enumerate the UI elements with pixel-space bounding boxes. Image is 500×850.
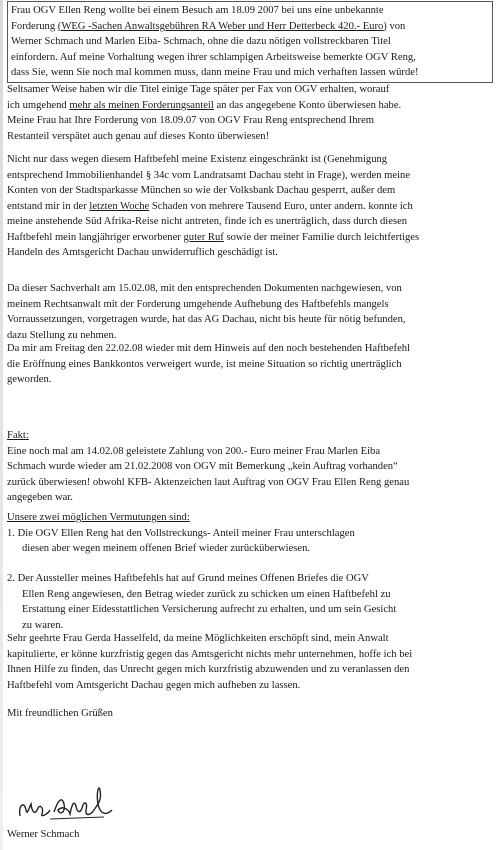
list-item-continuation: Ellen Reng angewiesen, den Betrag wieder zurück zu schicken um einen Haftbefehl zu [22,588,391,600]
list-item-continuation: diesen aber wegen meinem offenen Brief wieder zurücküberwiesen. [22,543,311,554]
text-line: kapitulierte, er könne kurzfristig gegen das Amtsgericht nichts mehr unternehmen, hoffe ich bei [7,648,413,660]
text-line: Da dieser Sachverhalt am 15.02.08, mit den entsprechenden Dokumenten nachgewiesen, von [7,283,402,294]
closing-paragraph [7,631,491,693]
paragraph-damages [7,152,491,261]
fakt-section [7,428,491,506]
handwritten-signature [14,770,134,830]
text-line: Werner Schmach und Marlen Eiba- Schmach, ohne die dazu nötigen vollstreckbaren Titel [11,36,391,47]
signer-name: Werner Schmach [7,829,80,840]
text-line: Forderung (WEG -Sachen Anwaltsgebühren RA Weber und Herr Detterbeck 420.- Euro) von [11,20,406,32]
paragraph-court-inaction [7,281,491,343]
text-line: Nicht nur dass wegen diesem Haftbefehl meine Existenz eingeschränkt ist (Genehmigung [7,154,388,165]
text-line: dazu Stellung zu nehmen. [7,329,117,341]
underlined-claim: (WEG -Sachen Anwaltsgebühren RA Weber und Herr Detterbeck 420.- Euro) [57,20,387,32]
paragraph-titles-received [7,82,491,144]
text-line: Haftbefehl vom Amtsgericht Dachau gegen mich aufheben zu lassen. [7,679,301,691]
text-line: einfordern. Auf meine Vorhaltung wegen ihrer schlampigen Arbeitsweise bemerkte OGV Reng, [11,51,416,63]
text-line: meinem Rechtsanwalt mit der Forderung umgehende Aufhebung des Haftbefehls mangels [7,298,389,310]
intro-paragraph [7,1,493,83]
text-line: ich umgehend mehr als meinen Forderungsanteil an das angegebene Konto überwiesen habe. [7,99,402,111]
text-line: Vorraussetzungen, vorgetragen wurde, hat das AG Dachau, nicht bis heute für nötig befunden, [7,314,406,325]
text-line: angegeben war. [7,492,73,503]
text-line: zurück überwiesen! obwohl KFB- Aktenzeichen laut Auftrag von OGV Frau Ellen Reng genau [7,476,410,488]
section-heading: Unsere zwei möglichen Vermutungen sind: [7,512,190,523]
text-line: geworden. [7,374,52,385]
text-line: Seltsamer Weise haben wir die Titel einige Tage später per Fax von OGV erhalten, worauf [7,84,390,95]
list-item-continuation: Erstattung einer Eidesstattlichen Versicherung aufrecht zu erhalten, und um sein Gesicht [22,604,397,615]
text-line: Frau OGV Ellen Reng wollte bei einem Besuch am 18.09 2007 bei uns eine unbekannte [11,5,384,16]
text-line: Handeln des Amtsgericht Dachau unwiderruflich geschädigt ist. [7,247,278,258]
text-line: die Eröffnung eines Bankkontos verweigert wurde, ist meine Situation so richtig unerträglich [7,358,402,370]
text-line: Da mir am Freitag den 22.02.08 wieder mit dem Hinweis auf den noch bestehenden Haftbefehl [7,343,411,354]
vermutungen-section [7,510,491,557]
text-line: Konten von der Stadtsparkasse München so wie der Volksbank Dachau gesperrt, außer dem [7,185,396,196]
list-item: 2. Der Aussteller meines Haftbefehls hat auf Grund meines Offenen Briefes die OGV [7,573,369,584]
text-line: entsprechend Immobilienhandel § 34c vom Landratsamt Dachau steht in Frage), werden meine [7,169,411,181]
list-item: 1. Die OGV Ellen Reng hat den Vollstreckungs- Anteil meiner Frau unterschlagen [7,527,355,539]
vermutung-two [7,571,491,633]
signature-graphic [14,770,134,830]
greeting: Mit freundlichen Grüßen [7,708,113,719]
text-line: dass Sie, wenn Sie noch mal kommen muss, dann meine Frau und mich verhaften lassen würde! [11,67,419,78]
text-line: entstand mir in der letzten Woche Schaden von mehrere Tausend Euro, unter andern. konnte ich [7,200,413,212]
list-item-continuation: zu waren. [22,619,64,631]
paragraph-bank-refusal [7,341,491,388]
text-line: Eine noch mal am 14.02.08 geleistete Zahlung von 200.- Euro meiner Frau Marlen Eiba [7,445,381,457]
text-line: Haftbefehl mein langjähriger erworbener guter Ruf sowie der meiner Familie durch leichtfertiges [7,231,420,243]
text-line: Restanteil verspätet auch genau auf dieses Konto überwiesen! [7,130,270,142]
text-line: meine anstehende Süd Afrika-Reise nicht antreten, finde ich es unerträglich, dass durch diesen [7,216,408,227]
text-line: Ihnen Hilfe zu finden, das Unrecht gegen mich kurzfristig abzuwenden und zu veranlassen den [7,664,410,675]
section-heading: Fakt: [7,430,29,441]
text-line: Meine Frau hat Ihre Forderung von 18.09.07 von OGV Frau Reng entsprechend Ihrem [7,115,374,126]
text-line: Sehr geehrte Frau Gerda Hasselfeld, da meine Möglichkeiten erschöpft sind, mein Anwalt [7,633,389,644]
text-line: Schmach wurde wieder am 21.02.2008 von OGV mit Bemerkung „kein Auftrag vorhanden“ [7,461,398,472]
